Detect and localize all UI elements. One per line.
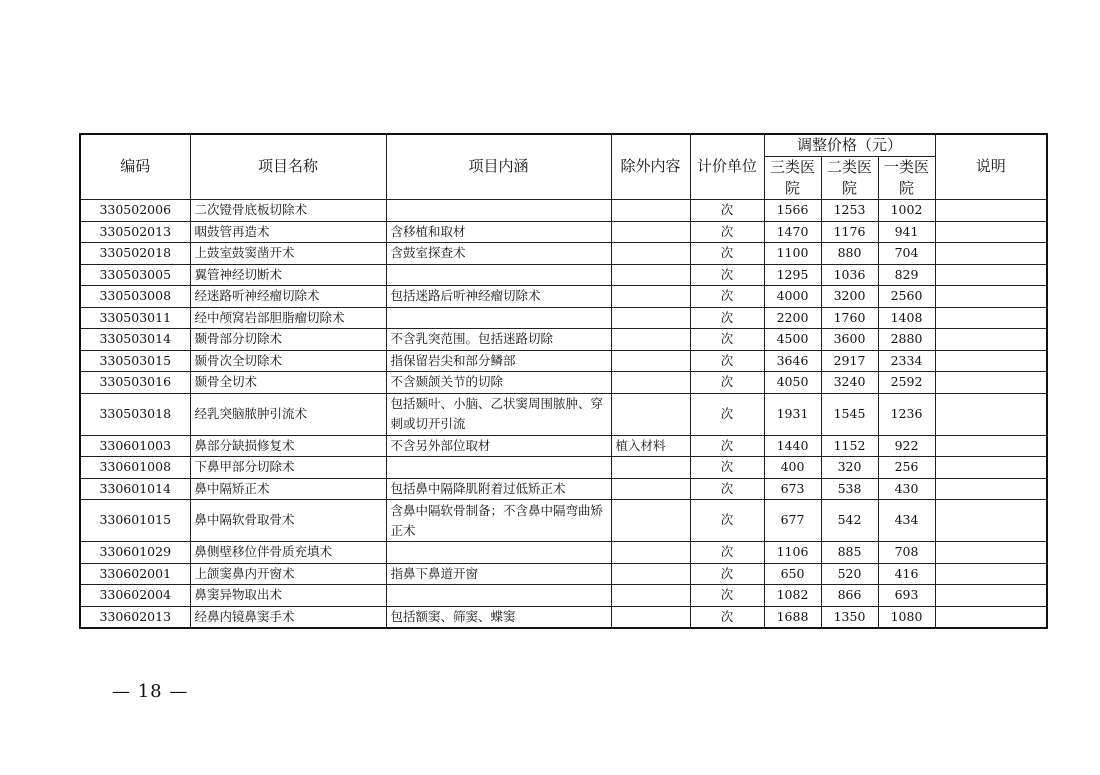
item-content <box>386 307 611 329</box>
price-tier2: 3240 <box>821 372 878 394</box>
item-code: 330601015 <box>80 500 190 542</box>
item-unit: 次 <box>690 372 764 394</box>
item-note <box>935 221 1047 243</box>
table-row <box>80 435 1047 457</box>
item-unit: 次 <box>690 307 764 329</box>
price-tier2: 320 <box>821 457 878 479</box>
table-row <box>80 243 1047 265</box>
item-content: 包括额窦、筛窦、蝶窦 <box>386 606 611 628</box>
price-tier1: 704 <box>878 243 935 265</box>
item-name: 鼻窦异物取出术 <box>190 585 386 607</box>
price-tier1: 2560 <box>878 286 935 308</box>
item-content: 包括迷路后听神经瘤切除术 <box>386 286 611 308</box>
price-tier2: 1152 <box>821 435 878 457</box>
table-row <box>80 393 1047 435</box>
item-note <box>935 372 1047 394</box>
table-row <box>80 500 1047 542</box>
price-tier1: 1080 <box>878 606 935 628</box>
price-tier2: 1253 <box>821 200 878 222</box>
item-exclusion <box>611 329 690 351</box>
item-exclusion <box>611 563 690 585</box>
item-note <box>935 350 1047 372</box>
item-name: 下鼻甲部分切除术 <box>190 457 386 479</box>
price-tier1: 1236 <box>878 393 935 435</box>
table-row <box>80 585 1047 607</box>
price-tier1: 416 <box>878 563 935 585</box>
price-tier3: 1931 <box>764 393 821 435</box>
header-exclusion: 除外内容 <box>611 134 690 200</box>
header-name: 项目名称 <box>190 134 386 200</box>
item-code: 330502006 <box>80 200 190 222</box>
item-exclusion <box>611 457 690 479</box>
price-tier1: 2592 <box>878 372 935 394</box>
item-note <box>935 542 1047 564</box>
price-tier2: 3200 <box>821 286 878 308</box>
item-exclusion <box>611 542 690 564</box>
item-name: 鼻中隔软骨取骨术 <box>190 500 386 542</box>
price-tier1: 1408 <box>878 307 935 329</box>
price-tier3: 1688 <box>764 606 821 628</box>
header-content: 项目内涵 <box>386 134 611 200</box>
price-tier2: 3600 <box>821 329 878 351</box>
price-tier2: 885 <box>821 542 878 564</box>
price-tier2: 880 <box>821 243 878 265</box>
price-tier2: 520 <box>821 563 878 585</box>
item-note <box>935 307 1047 329</box>
item-unit: 次 <box>690 563 764 585</box>
item-content: 含鼓室探查术 <box>386 243 611 265</box>
price-tier2: 538 <box>821 478 878 500</box>
table-row <box>80 563 1047 585</box>
item-name: 上鼓室鼓窦凿开术 <box>190 243 386 265</box>
item-code: 330502018 <box>80 243 190 265</box>
header-price-group: 调整价格（元） <box>764 134 935 157</box>
item-code: 330503011 <box>80 307 190 329</box>
item-note <box>935 329 1047 351</box>
item-exclusion <box>611 585 690 607</box>
table-row <box>80 372 1047 394</box>
item-unit: 次 <box>690 286 764 308</box>
item-name: 二次镫骨底板切除术 <box>190 200 386 222</box>
item-content: 包括鼻中隔降肌附着过低矫正术 <box>386 478 611 500</box>
item-name: 鼻侧壁移位伴骨质充填术 <box>190 542 386 564</box>
item-name: 咽鼓管再造术 <box>190 221 386 243</box>
item-content <box>386 585 611 607</box>
table-row <box>80 221 1047 243</box>
item-unit: 次 <box>690 329 764 351</box>
item-content: 包括颞叶、小脑、乙状窦周围脓肿、穿刺或切开引流 <box>386 393 611 435</box>
item-content <box>386 200 611 222</box>
price-tier1: 1002 <box>878 200 935 222</box>
price-adjustment-table <box>79 133 1048 629</box>
item-exclusion: 植入材料 <box>611 435 690 457</box>
table-row <box>80 329 1047 351</box>
item-code: 330601029 <box>80 542 190 564</box>
item-code: 330601014 <box>80 478 190 500</box>
item-content <box>386 264 611 286</box>
price-tier1: 430 <box>878 478 935 500</box>
item-unit: 次 <box>690 478 764 500</box>
item-name: 颞骨次全切除术 <box>190 350 386 372</box>
item-note <box>935 200 1047 222</box>
item-note <box>935 264 1047 286</box>
item-note <box>935 500 1047 542</box>
price-tier2: 1760 <box>821 307 878 329</box>
price-tier2: 1545 <box>821 393 878 435</box>
price-tier2: 542 <box>821 500 878 542</box>
price-tier1: 708 <box>878 542 935 564</box>
item-name: 经乳突脑脓肿引流术 <box>190 393 386 435</box>
price-tier1: 693 <box>878 585 935 607</box>
item-note <box>935 393 1047 435</box>
item-content: 含鼻中隔软骨制备；不含鼻中隔弯曲矫正术 <box>386 500 611 542</box>
table-body <box>80 200 1047 629</box>
table-row <box>80 478 1047 500</box>
price-tier2: 2917 <box>821 350 878 372</box>
item-unit: 次 <box>690 243 764 265</box>
item-unit: 次 <box>690 585 764 607</box>
item-name: 翼管神经切断术 <box>190 264 386 286</box>
item-code: 330503008 <box>80 286 190 308</box>
table-row <box>80 264 1047 286</box>
item-code: 330602004 <box>80 585 190 607</box>
item-exclusion <box>611 500 690 542</box>
item-exclusion <box>611 478 690 500</box>
price-tier2: 1176 <box>821 221 878 243</box>
item-content: 含移植和取材 <box>386 221 611 243</box>
price-tier3: 677 <box>764 500 821 542</box>
item-code: 330601003 <box>80 435 190 457</box>
price-tier3: 4000 <box>764 286 821 308</box>
item-name: 经鼻内镜鼻窦手术 <box>190 606 386 628</box>
item-code: 330602001 <box>80 563 190 585</box>
item-code: 330602013 <box>80 606 190 628</box>
header-code: 编码 <box>80 134 190 200</box>
price-tier3: 1295 <box>764 264 821 286</box>
item-note <box>935 435 1047 457</box>
item-content: 不含另外部位取材 <box>386 435 611 457</box>
item-content <box>386 457 611 479</box>
header-unit: 计价单位 <box>690 134 764 200</box>
item-name: 颞骨全切术 <box>190 372 386 394</box>
price-tier3: 1100 <box>764 243 821 265</box>
item-code: 330503015 <box>80 350 190 372</box>
item-exclusion <box>611 372 690 394</box>
price-tier2: 866 <box>821 585 878 607</box>
item-exclusion <box>611 307 690 329</box>
item-unit: 次 <box>690 542 764 564</box>
item-code: 330601008 <box>80 457 190 479</box>
item-name: 经中颅窝岩部胆脂瘤切除术 <box>190 307 386 329</box>
price-tier3: 2200 <box>764 307 821 329</box>
item-content <box>386 542 611 564</box>
price-tier3: 1566 <box>764 200 821 222</box>
price-tier1: 256 <box>878 457 935 479</box>
item-content: 不含乳突范围。包括迷路切除 <box>386 329 611 351</box>
header-tier1: 一类医院 <box>878 157 935 200</box>
price-tier3: 1106 <box>764 542 821 564</box>
price-tier3: 4050 <box>764 372 821 394</box>
price-tier3: 1440 <box>764 435 821 457</box>
price-tier1: 434 <box>878 500 935 542</box>
price-tier3: 650 <box>764 563 821 585</box>
item-note <box>935 563 1047 585</box>
item-unit: 次 <box>690 500 764 542</box>
item-unit: 次 <box>690 457 764 479</box>
item-code: 330503018 <box>80 393 190 435</box>
item-name: 鼻中隔矫正术 <box>190 478 386 500</box>
item-unit: 次 <box>690 393 764 435</box>
item-exclusion <box>611 286 690 308</box>
item-code: 330503016 <box>80 372 190 394</box>
item-note <box>935 585 1047 607</box>
item-name: 颞骨部分切除术 <box>190 329 386 351</box>
price-tier2: 1036 <box>821 264 878 286</box>
item-exclusion <box>611 264 690 286</box>
item-note <box>935 606 1047 628</box>
price-tier3: 1082 <box>764 585 821 607</box>
item-code: 330503014 <box>80 329 190 351</box>
item-unit: 次 <box>690 606 764 628</box>
price-tier2: 1350 <box>821 606 878 628</box>
item-content: 不含颞颌关节的切除 <box>386 372 611 394</box>
item-exclusion <box>611 221 690 243</box>
item-exclusion <box>611 243 690 265</box>
item-name: 鼻部分缺损修复术 <box>190 435 386 457</box>
page-number: — 18 — <box>112 681 189 702</box>
table-row <box>80 350 1047 372</box>
table-row <box>80 200 1047 222</box>
header-note: 说明 <box>935 134 1047 200</box>
price-tier3: 3646 <box>764 350 821 372</box>
item-exclusion <box>611 350 690 372</box>
header-tier3: 三类医院 <box>764 157 821 200</box>
item-note <box>935 457 1047 479</box>
price-tier1: 2880 <box>878 329 935 351</box>
item-exclusion <box>611 393 690 435</box>
table-row <box>80 542 1047 564</box>
item-exclusion <box>611 200 690 222</box>
price-tier1: 941 <box>878 221 935 243</box>
item-content: 指鼻下鼻道开窗 <box>386 563 611 585</box>
item-unit: 次 <box>690 200 764 222</box>
item-exclusion <box>611 606 690 628</box>
item-unit: 次 <box>690 350 764 372</box>
item-name: 经迷路听神经瘤切除术 <box>190 286 386 308</box>
item-unit: 次 <box>690 221 764 243</box>
item-unit: 次 <box>690 264 764 286</box>
item-name: 上颌窦鼻内开窗术 <box>190 563 386 585</box>
item-note <box>935 243 1047 265</box>
price-tier3: 673 <box>764 478 821 500</box>
item-content: 指保留岩尖和部分鳞部 <box>386 350 611 372</box>
price-tier3: 4500 <box>764 329 821 351</box>
item-note <box>935 478 1047 500</box>
header-tier2: 二类医院 <box>821 157 878 200</box>
price-tier3: 400 <box>764 457 821 479</box>
item-unit: 次 <box>690 435 764 457</box>
price-tier3: 1470 <box>764 221 821 243</box>
table-row <box>80 606 1047 628</box>
price-tier1: 2334 <box>878 350 935 372</box>
item-note <box>935 286 1047 308</box>
price-tier1: 829 <box>878 264 935 286</box>
item-code: 330502013 <box>80 221 190 243</box>
table-row <box>80 286 1047 308</box>
item-code: 330503005 <box>80 264 190 286</box>
table-row <box>80 457 1047 479</box>
price-tier1: 922 <box>878 435 935 457</box>
table-row <box>80 307 1047 329</box>
